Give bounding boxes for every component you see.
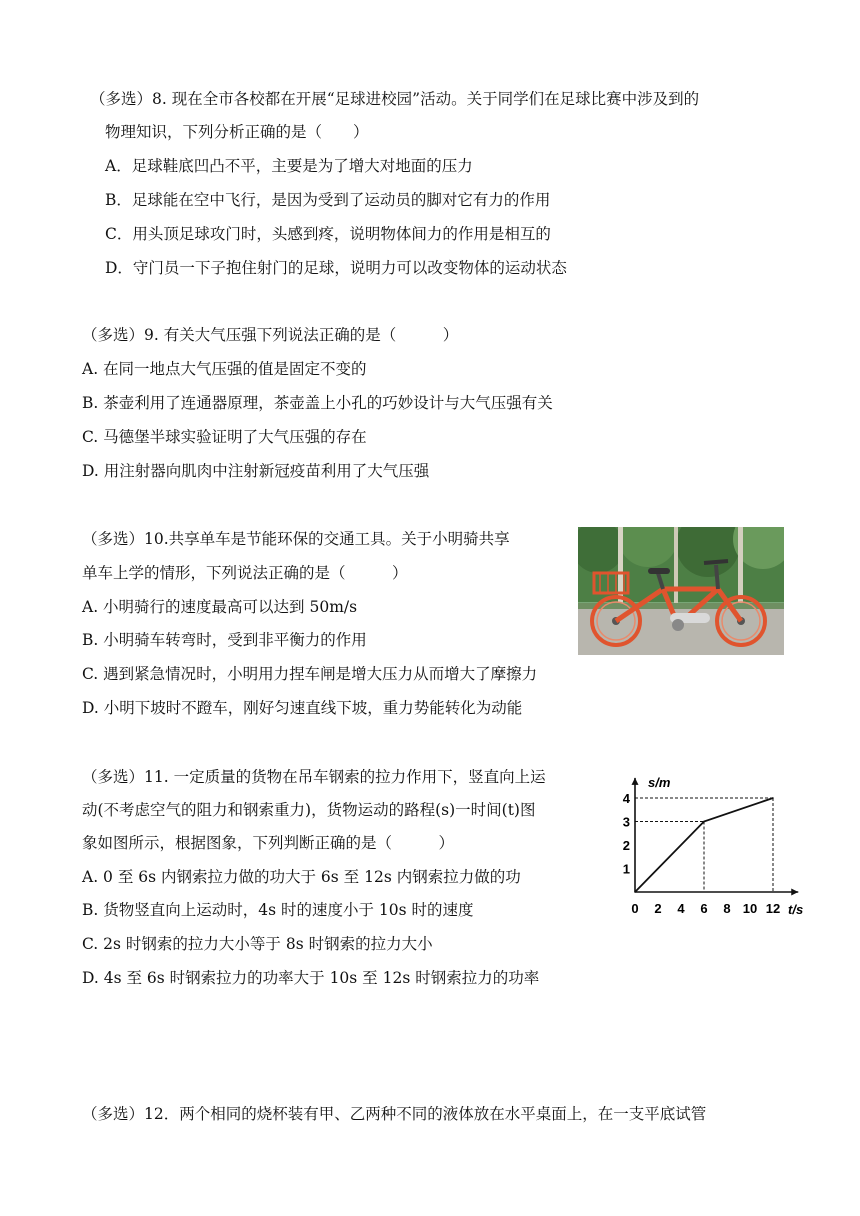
y-tick-label: 1 [622, 861, 630, 877]
q8-stem-line1: （多选）8. 现在全市各校都在开展“足球进校园”活动。关于同学们在足球比赛中涉及到的 [90, 90, 700, 108]
q10-stem-line1: （多选）10.共享单车是节能环保的交通工具。关于小明骑共享 [82, 530, 510, 548]
x-tick-label: 4 [677, 901, 685, 916]
q10-option-a: A. 小明骑行的速度最高可以达到 50m/s [82, 598, 358, 616]
x-axis-label: t/s [788, 902, 804, 917]
q11-option-c: C. 2s 时钢索的拉力大小等于 8s 时钢索的拉力大小 [82, 935, 433, 953]
x-tick-label: 2 [654, 901, 662, 916]
y-tick-label: 3 [622, 814, 630, 830]
y-axis-label: s/m [648, 775, 671, 790]
x-tick-label: 12 [765, 901, 781, 916]
q9-option-c: C. 马德堡半球实验证明了大气压强的存在 [82, 428, 367, 446]
x-tick-label: 10 [742, 901, 758, 916]
x-tick-label: 0 [631, 901, 639, 916]
y-tick-label: 4 [622, 791, 630, 806]
x-tick-label: 6 [700, 901, 708, 916]
y-tick-label: 2 [622, 838, 630, 853]
shared-bike-photo [578, 527, 784, 655]
q8-stem-line2: 物理知识，下列分析正确的是（ ） [105, 123, 369, 141]
data-point [772, 797, 774, 799]
x-tick-label: 8 [723, 901, 731, 916]
q8-option-b: B．足球能在空中飞行，是因为受到了运动员的脚对它有力的作用 [105, 191, 551, 209]
q8-option-d: D．守门员一下子抱住射门的足球，说明力可以改变物体的运动状态 [105, 259, 567, 277]
q10-option-c: C. 遇到紧急情况时，小明用力捏车闸是增大压力从而增大了摩擦力 [82, 665, 538, 683]
q11-option-a: A. 0 至 6s 内钢索拉力做的功大于 6s 至 12s 内钢索拉力做的功 [82, 868, 521, 886]
q8-option-a: A．足球鞋底凹凸不平，主要是为了增大对地面的压力 [105, 157, 473, 175]
s-t-graph [618, 775, 813, 920]
q10-option-b: B. 小明骑车转弯时，受到非平衡力的作用 [82, 631, 367, 649]
q11-option-d: D. 4s 至 6s 时钢索拉力的功率大于 10s 至 12s 时钢索拉力的功率 [82, 969, 540, 987]
q10-option-d: D. 小明下坡时不蹬车，刚好匀速直线下坡，重力势能转化为动能 [82, 699, 523, 717]
q8-option-c: C．用头顶足球攻门时，头感到疼，说明物体间力的作用是相互的 [105, 225, 551, 243]
q11-option-b: B. 货物竖直向上运动时，4s 时的速度小于 10s 时的速度 [82, 901, 474, 919]
x-axis-arrow [791, 889, 798, 896]
q9-option-a: A. 在同一地点大气压强的值是固定不变的 [82, 360, 367, 378]
q9-option-b: B. 茶壶利用了连通器原理，茶壶盖上小孔的巧妙设计与大气压强有关 [82, 394, 553, 412]
data-point [703, 821, 705, 823]
q11-stem-line3: 象如图所示，根据图象，下列判断正确的是（ ） [82, 834, 455, 852]
q11-stem-line1: （多选）11. 一定质量的货物在吊车钢索的拉力作用下，竖直向上运 [82, 768, 546, 786]
q9-option-d: D. 用注射器向肌肉中注射新冠疫苗利用了大气压强 [82, 462, 430, 480]
q9-stem: （多选）9. 有关大气压强下列说法正确的是（ ） [82, 326, 459, 344]
data-point [634, 891, 636, 893]
q10-stem-line2: 单车上学的情形，下列说法正确的是（ ） [82, 564, 408, 582]
q11-stem-line2: 动(不考虑空气的阻力和钢索重力)，货物运动的路程(s)一时间(t)图 [82, 801, 536, 819]
q12-stem-line1: （多选）12．两个相同的烧杯装有甲、乙两种不同的液体放在水平桌面上，在一支平底试管 [82, 1105, 707, 1123]
y-axis-arrow [632, 778, 639, 785]
